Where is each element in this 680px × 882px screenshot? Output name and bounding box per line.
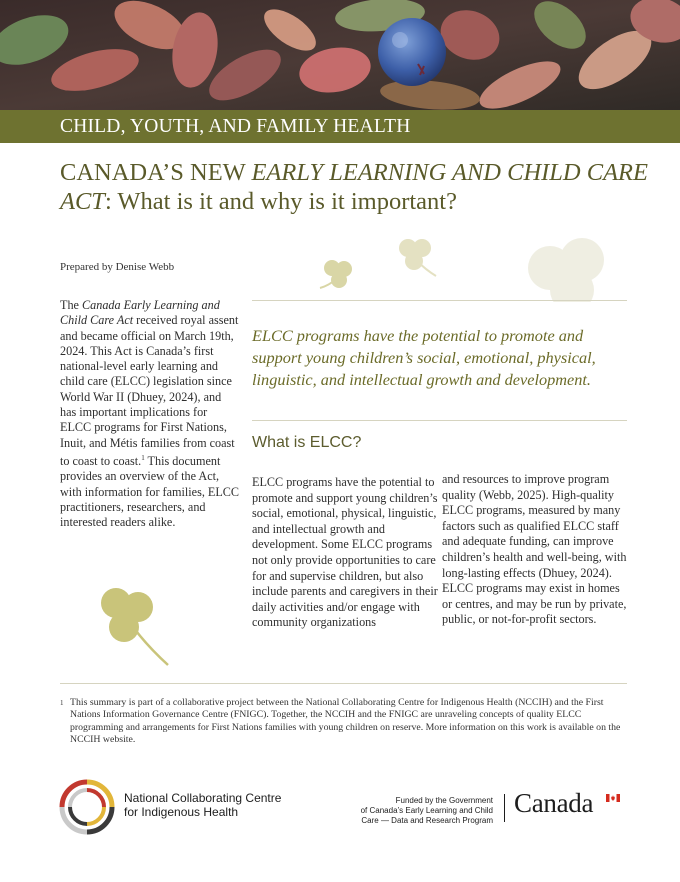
- author-byline: Prepared by Denise Webb: [60, 261, 175, 273]
- canada-flag-icon: [606, 794, 620, 802]
- intro-body: received royal assent and became official on March 19th, 2024. This Act is Canada’s first national-level early learning and child care (ELCC) legislation since World War II (Dhuey, 2024), and has important implications for ELCC programs for First Nations, Inuit, and Métis families from coast to coast to coast.: [60, 313, 239, 469]
- funded-line-3: Care — Data and Research Program: [361, 816, 493, 825]
- section-heading: What is ELCC?: [252, 434, 362, 451]
- intro-paragraph: [60, 298, 240, 531]
- title-part-2: : What is it and why is it important?: [104, 188, 457, 215]
- funded-line-2: of Canada’s Early Learning and Child: [360, 806, 493, 815]
- nccih-name: [124, 791, 324, 819]
- funded-line-1: Funded by the Government: [395, 796, 493, 805]
- nccih-line-2: for Indigenous Health: [124, 805, 239, 819]
- footnote-text: This summary is part of a collaborative project between the National Collaborating Centre for Indigenous Health (NCCIH) and the First Nations Information Governance Centre (FNIGC). Together, the NCCIH and the FNIGC are unraveling concepts of quality ELCC programming and arrangements for First Nations families with young children on reserve. More information on this work is available on the NCCIH website.: [70, 697, 621, 745]
- canada-wordmark: Canada: [514, 788, 594, 818]
- footnote-number: 1: [60, 699, 64, 707]
- nccih-logo: [58, 778, 116, 836]
- divider: [60, 683, 627, 684]
- body-column-right: and resources to improve program quality (Webb, 2025). High-quality ELCC programs, measured by many factors such as qualified ELCC staff and adequate funding, can improve children’s health and well-being, with long-lasting effects (Dhuey, 2024). ELCC programs may exist in homes or centres, and may be run by private, public, or not-for-profit sectors.: [442, 472, 627, 627]
- clover-leaf-icon: [520, 238, 630, 302]
- title-part-1: CANADA’S NEW: [60, 159, 252, 186]
- nccih-line-1: National Collaborating Centre: [124, 791, 282, 805]
- topic-band: CHILD, YOUTH, AND FAMILY HEALTH: [0, 110, 680, 143]
- page-title: [60, 158, 650, 216]
- intro-tail: This document provides an overview of the Act, with information for families, ELCC practitioners, researchers, and interested readers alike.: [60, 454, 240, 530]
- title-italic: EARLY LEARNING AND CHILD CARE ACT: [60, 159, 648, 215]
- clover-leaf-icon: [394, 236, 440, 282]
- clover-leaf-icon: [94, 585, 174, 670]
- body-column-left: ELCC programs have the potential to promote and support young children’s social, emotional, physical, linguistic, and intellectual growth and development. Some ELCC programs not only provide opportunities to care for and supervise children, but also include parents and caregivers in their daily activities and/or engage with community organizations: [252, 475, 438, 630]
- footnote-marker: 1: [141, 453, 145, 462]
- footnote: [60, 697, 630, 746]
- intro-lead: The: [60, 298, 82, 312]
- hero-photo-blueberry-leaves: [0, 0, 680, 110]
- divider: [252, 300, 627, 301]
- clover-leaf-icon: [318, 258, 360, 294]
- act-name: Canada Early Learning and Child Care Act: [60, 298, 220, 328]
- pull-quote: ELCC programs have the potential to promote and support young children’s social, emotional, physical, linguistic, and intellectual growth and development.: [252, 326, 596, 389]
- divider: [252, 420, 627, 421]
- separator: [504, 794, 505, 822]
- funding-statement: [345, 796, 493, 826]
